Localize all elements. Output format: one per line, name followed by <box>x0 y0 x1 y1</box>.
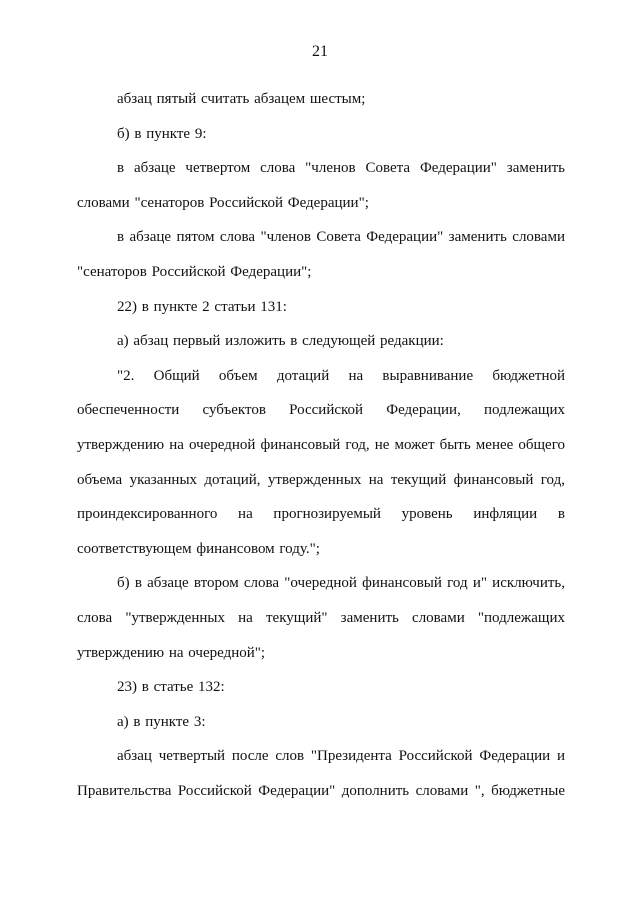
document-body <box>77 82 565 808</box>
page-number: 21 <box>312 43 328 60</box>
paragraph-1: абзац пятый считать абзацем шестым; <box>117 91 366 107</box>
paragraph-4: в абзаце пятом слова "членов Совета Федерации" заменить словами "сенаторов Российской Федерации"; <box>77 229 565 280</box>
paragraph-7: "2. Общий объем дотаций на выравнивание бюджетной обеспеченности субъектов Российской Федерации, подлежащих утверждению на очередной финансовый год, не может быть менее общего объема указанных дотаций, утвержденных на текущий финансовый год, проиндексированного на прогнозируемый уровень инфляции в соответствующем финансовом году."; <box>77 367 565 557</box>
paragraph-2: б) в пункте 9: <box>117 125 207 142</box>
paragraph-6: а) абзац первый изложить в следующей редакции: <box>117 333 444 350</box>
paragraph-11: абзац четвертый после слов "Президента Российской Федерации и Правительства Российской Федерации" дополнить словами ", бюджетные <box>77 748 565 799</box>
paragraph-10: а) в пункте 3: <box>117 713 206 730</box>
paragraph-8: б) в абзаце втором слова "очередной финансовый год и" исключить, слова "утвержденных на текущий" заменить словами "подлежащих утверждению на очередной"; <box>77 575 565 661</box>
paragraph-3: в абзаце четвертом слова "членов Совета Федерации" заменить словами "сенаторов Российской Федерации"; <box>77 160 565 211</box>
paragraph-5: 22) в пункте 2 статьи 131: <box>117 298 287 315</box>
paragraph-9: 23) в статье 132: <box>117 679 225 696</box>
